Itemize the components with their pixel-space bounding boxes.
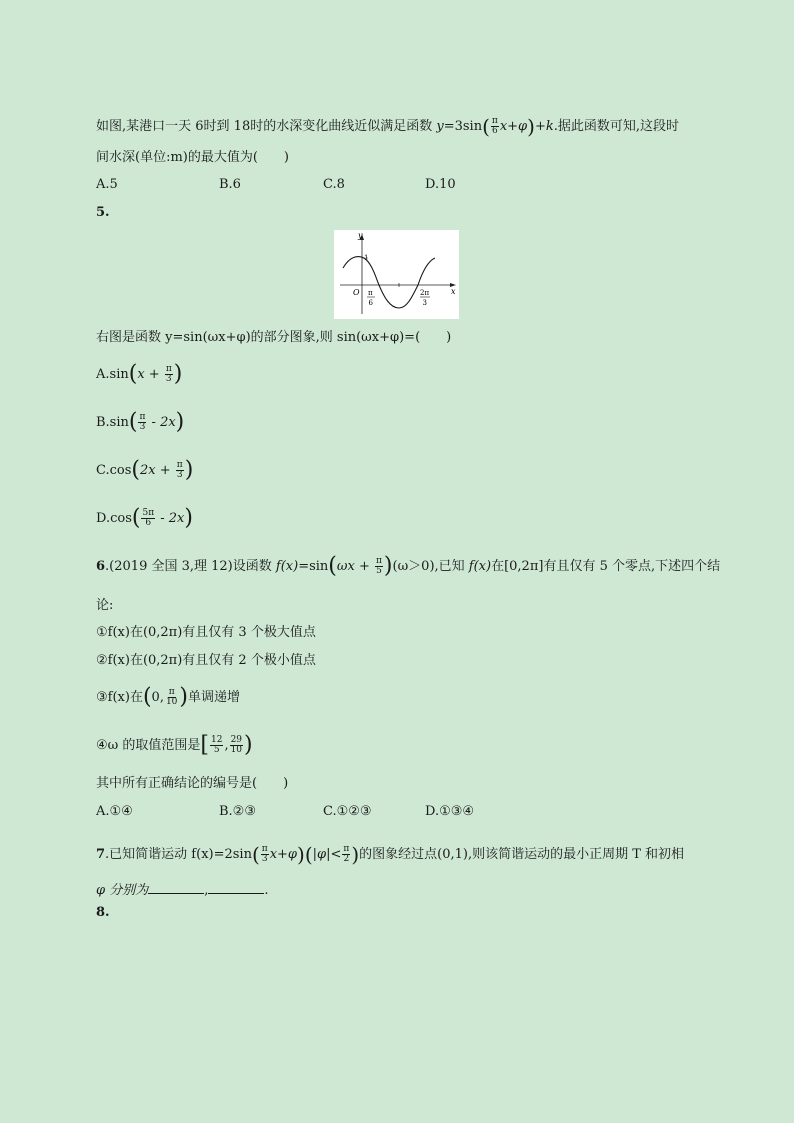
pi6-denominator: 6 <box>368 299 373 307</box>
graph-background <box>334 230 459 319</box>
q4-option-a[interactable]: A.5 <box>96 177 118 192</box>
q6-stem-line1: 6.(2019 全国 3,理 12)设函数 f(x)=sin(ωx + $\frac{\pi}{5}$ )(ω＞0),已知 f(x)在[0,2π]有且仅有 5 个零点,下述四个结 <box>96 553 721 579</box>
q4-stem-line2: 间水深(单位:m)的最大值为( ) <box>96 150 289 165</box>
q4-stem-line1: 如图,某港口一天 6时到 18时的水深变化曲线近似满足函数 y=3sin( $\frac{\pi}{6}$ x+φ)+k.据此函数可知,这段时 <box>96 114 680 139</box>
q6-statement-3: ③f(x)在(0, $\frac{\pi}{10}$ )单调递增 <box>96 684 241 710</box>
q7-stem-line1: 7.已知简谐运动 f(x)=2sin( $\frac{\pi}{3}$ x+φ)(|φ|< $\frac{\pi}{2}$ )的图象经过点(0,1),则该简谐运动的最小正周期 T 和初相 <box>96 842 685 867</box>
q4-fraction: $\frac{\pi}{6}$ <box>491 116 498 136</box>
q6-statement-4: ④ω 的取值范围是[ $\frac{12}{5}$ , $\frac{29}{10}$ ) <box>96 732 253 758</box>
q4-option-d[interactable]: D.10 <box>425 177 456 192</box>
tpi3-denominator: 3 <box>422 299 427 307</box>
q7-blank-period[interactable] <box>148 881 204 894</box>
q7-blank-phase[interactable] <box>208 881 264 894</box>
q6-option-b[interactable]: B.②③ <box>219 804 256 819</box>
q5-option-d[interactable]: D.cos( $\frac{5\pi}{6}$ - 2x) <box>96 505 193 531</box>
q5-option-c[interactable]: C.cos(2x + $\frac{\pi}{3}$ ) <box>96 457 194 483</box>
one-label: 1 <box>364 254 369 262</box>
q4-option-b[interactable]: B.6 <box>219 177 241 192</box>
q5-sine-graph <box>334 230 459 319</box>
q4-option-c[interactable]: C.8 <box>323 177 345 192</box>
q5-option-a[interactable]: A.sin(x + $\frac{\pi}{3}$ ) <box>96 361 183 387</box>
q6-ask: 其中所有正确结论的编号是( ) <box>96 776 289 791</box>
q5-option-b[interactable]: B.sin( $\frac{\pi}{3}$ - 2x) <box>96 409 185 435</box>
q6-option-c[interactable]: C.①②③ <box>323 804 372 819</box>
q5-stem: 右图是函数 y=sin(ωx+φ)的部分图象,则 sin(ωx+φ)=( ) <box>96 330 452 345</box>
q8-number: 8. <box>96 905 110 920</box>
q6-stem-line2: 论: <box>96 598 114 613</box>
q6-option-d[interactable]: D.①③④ <box>425 804 475 819</box>
x-axis-label: x <box>451 287 456 296</box>
q6-option-a[interactable]: A.①④ <box>96 804 133 819</box>
pi6-numerator: π <box>368 289 373 297</box>
q6-statement-1: ①f(x)在(0,2π)有且仅有 3 个极大值点 <box>96 625 316 640</box>
q7-stem-line2: φ 分别为 , . <box>96 883 269 898</box>
origin-label: O <box>353 288 360 297</box>
tpi3-numerator: 2π <box>420 289 430 297</box>
y-axis-label: y <box>358 231 363 240</box>
q5-number: 5. <box>96 205 110 220</box>
q6-statement-2: ②f(x)在(0,2π)有且仅有 2 个极小值点 <box>96 653 316 668</box>
